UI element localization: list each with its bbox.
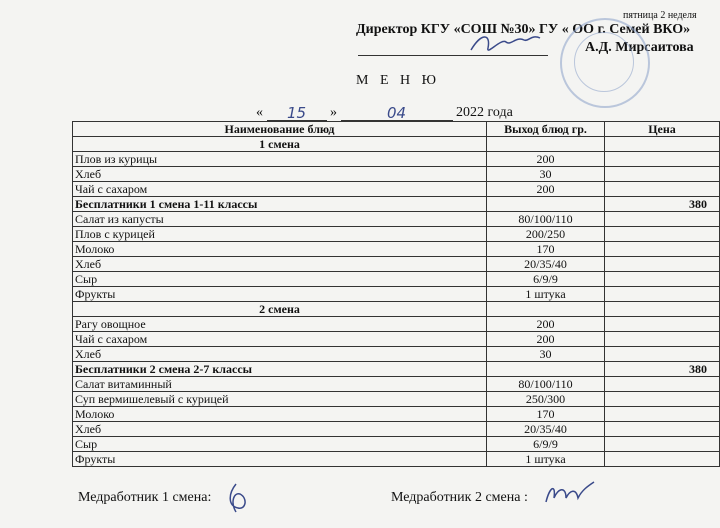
output-cell (487, 197, 605, 212)
price-cell (605, 302, 720, 317)
output-cell: 6/9/9 (487, 272, 605, 287)
dish-name-cell: Рагу овощное (73, 317, 487, 332)
shift-row (73, 302, 720, 317)
table-row (73, 167, 720, 182)
output-cell: 1 штука (487, 287, 605, 302)
dish-name-cell: Чай с сахаром (73, 332, 487, 347)
table-row (73, 257, 720, 272)
output-cell: 80/100/110 (487, 212, 605, 227)
table-row (73, 152, 720, 167)
output-cell: 250/300 (487, 392, 605, 407)
output-cell (487, 137, 605, 152)
date-year: 2022 года (456, 105, 513, 120)
output-cell: 1 штука (487, 452, 605, 467)
menu-title: М Е Н Ю (356, 73, 440, 88)
price-cell (605, 212, 720, 227)
top-note: пятница 2 неделя (623, 10, 697, 21)
table-row (73, 317, 720, 332)
output-cell: 170 (487, 407, 605, 422)
price-cell (605, 152, 720, 167)
table-row (73, 437, 720, 452)
output-cell: 200/250 (487, 227, 605, 242)
dish-name-cell: Салат из капусты (73, 212, 487, 227)
table-header-row (73, 122, 720, 137)
dish-name-cell: Бесплатники 1 смена 1-11 классы (73, 197, 487, 212)
dish-name-cell: Хлеб (73, 257, 487, 272)
table-row (73, 407, 720, 422)
dish-name-cell: Хлеб (73, 347, 487, 362)
price-cell (605, 407, 720, 422)
price-cell (605, 422, 720, 437)
shift-row (73, 137, 720, 152)
dish-name-cell: Хлеб (73, 422, 487, 437)
dish-name-cell: Плов из курицы (73, 152, 487, 167)
price-cell (605, 377, 720, 392)
date-row (256, 104, 513, 121)
output-cell (487, 302, 605, 317)
table-row (73, 392, 720, 407)
output-cell: 200 (487, 317, 605, 332)
table-row (73, 212, 720, 227)
dish-name-cell: Плов с курицей (73, 227, 487, 242)
output-cell: 200 (487, 182, 605, 197)
table-row (73, 272, 720, 287)
price-cell (605, 272, 720, 287)
price-cell (605, 167, 720, 182)
dish-name-cell: Сыр (73, 437, 487, 452)
output-cell: 30 (487, 347, 605, 362)
medic-2-signature (540, 478, 600, 508)
dish-name-cell: Молоко (73, 407, 487, 422)
output-cell: 30 (487, 167, 605, 182)
table-row (73, 347, 720, 362)
medic-1-signature (222, 480, 252, 514)
price-cell (605, 392, 720, 407)
director-line: Директор КГУ «СОШ №30» ГУ « ОО г. Семей ВКО» (356, 22, 691, 37)
date-close-quote: » (330, 105, 337, 120)
price-cell (605, 257, 720, 272)
output-cell: 200 (487, 332, 605, 347)
output-cell: 170 (487, 242, 605, 257)
dish-name-cell: Чай с сахаром (73, 182, 487, 197)
price-cell (605, 137, 720, 152)
output-cell (487, 362, 605, 377)
output-cell: 200 (487, 152, 605, 167)
price-cell (605, 317, 720, 332)
date-open-quote: « (256, 105, 263, 120)
output-cell: 80/100/110 (487, 377, 605, 392)
output-cell: 20/35/40 (487, 257, 605, 272)
dish-name-cell: Молоко (73, 242, 487, 257)
director-name: А.Д. Мирсаитова (585, 40, 694, 55)
menu-table (72, 121, 720, 467)
dish-name-cell: 2 смена (73, 302, 487, 317)
dish-name-cell: 1 смена (73, 137, 487, 152)
table-row (73, 452, 720, 467)
column-header-output: Выход блюд гр. (487, 122, 605, 137)
column-header-price: Цена (605, 122, 720, 137)
table-row (73, 227, 720, 242)
column-header-dish: Наименование блюд (73, 122, 487, 137)
table-row (73, 377, 720, 392)
table-row (73, 242, 720, 257)
dish-name-cell: Хлеб (73, 167, 487, 182)
price-cell (605, 452, 720, 467)
output-cell: 20/35/40 (487, 422, 605, 437)
price-cell: 380 (605, 197, 720, 212)
date-day: 15 (267, 104, 327, 121)
director-signature (466, 28, 546, 58)
price-cell (605, 287, 720, 302)
medic-shift-2-label: Медработник 2 смена : (391, 490, 528, 505)
free-meal-row (73, 197, 720, 212)
price-cell (605, 182, 720, 197)
dish-name-cell: Фрукты (73, 452, 487, 467)
table-row (73, 332, 720, 347)
price-cell (605, 347, 720, 362)
table-row (73, 287, 720, 302)
output-cell: 6/9/9 (487, 437, 605, 452)
date-month: 04 (341, 104, 453, 121)
table-row (73, 182, 720, 197)
official-stamp-inner (574, 32, 634, 92)
price-cell (605, 227, 720, 242)
dish-name-cell: Фрукты (73, 287, 487, 302)
table-row (73, 422, 720, 437)
free-meal-row (73, 362, 720, 377)
price-cell (605, 242, 720, 257)
dish-name-cell: Суп вермишелевый с курицей (73, 392, 487, 407)
medic-shift-1-label: Медработник 1 смена: (78, 490, 212, 505)
dish-name-cell: Сыр (73, 272, 487, 287)
price-cell: 380 (605, 362, 720, 377)
price-cell (605, 332, 720, 347)
dish-name-cell: Бесплатники 2 смена 2-7 классы (73, 362, 487, 377)
dish-name-cell: Салат витаминный (73, 377, 487, 392)
price-cell (605, 437, 720, 452)
